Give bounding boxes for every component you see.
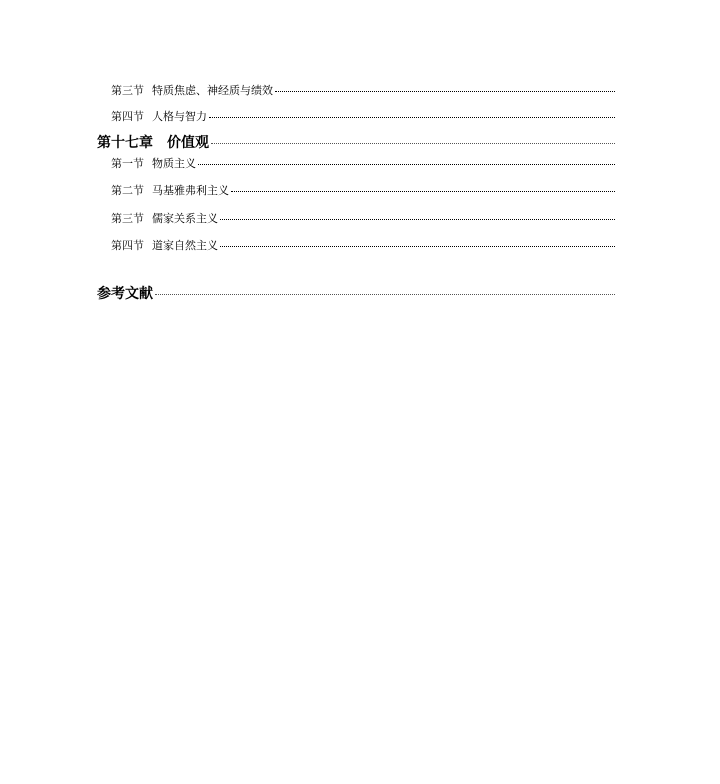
toc-entry-section — [111, 182, 615, 198]
section-number: 第三节 — [111, 84, 144, 97]
toc-entry-section — [111, 108, 615, 124]
dot-leader — [209, 117, 615, 118]
dot-leader — [231, 191, 615, 192]
section-title: 道家自然主义 — [152, 239, 218, 252]
toc-entry-section — [111, 155, 615, 171]
section-title: 儒家关系主义 — [152, 212, 218, 225]
chapter-title: 价值观 — [167, 135, 209, 151]
chapter-number: 第十七章 — [97, 135, 153, 151]
dot-leader — [220, 219, 615, 220]
section-number: 第三节 — [111, 212, 144, 225]
toc-entry-section — [111, 82, 615, 98]
toc-entry-section — [111, 237, 615, 253]
section-number: 第四节 — [111, 239, 144, 252]
section-title: 人格与智力 — [152, 110, 207, 123]
toc-entry-references — [97, 283, 615, 303]
section-title: 特质焦虑、神经质与绩效 — [152, 84, 273, 97]
section-title: 马基雅弗利主义 — [152, 184, 229, 197]
dot-leader — [275, 91, 615, 92]
dot-leader — [155, 294, 615, 295]
section-number: 第二节 — [111, 184, 144, 197]
references-title: 参考文献 — [97, 286, 153, 302]
dot-leader — [220, 246, 615, 247]
section-title: 物质主义 — [152, 157, 196, 170]
section-number: 第四节 — [111, 110, 144, 123]
dot-leader — [211, 143, 615, 144]
section-number: 第一节 — [111, 157, 144, 170]
toc-entry-chapter — [97, 132, 615, 152]
dot-leader — [198, 164, 615, 165]
toc-entry-section — [111, 210, 615, 226]
